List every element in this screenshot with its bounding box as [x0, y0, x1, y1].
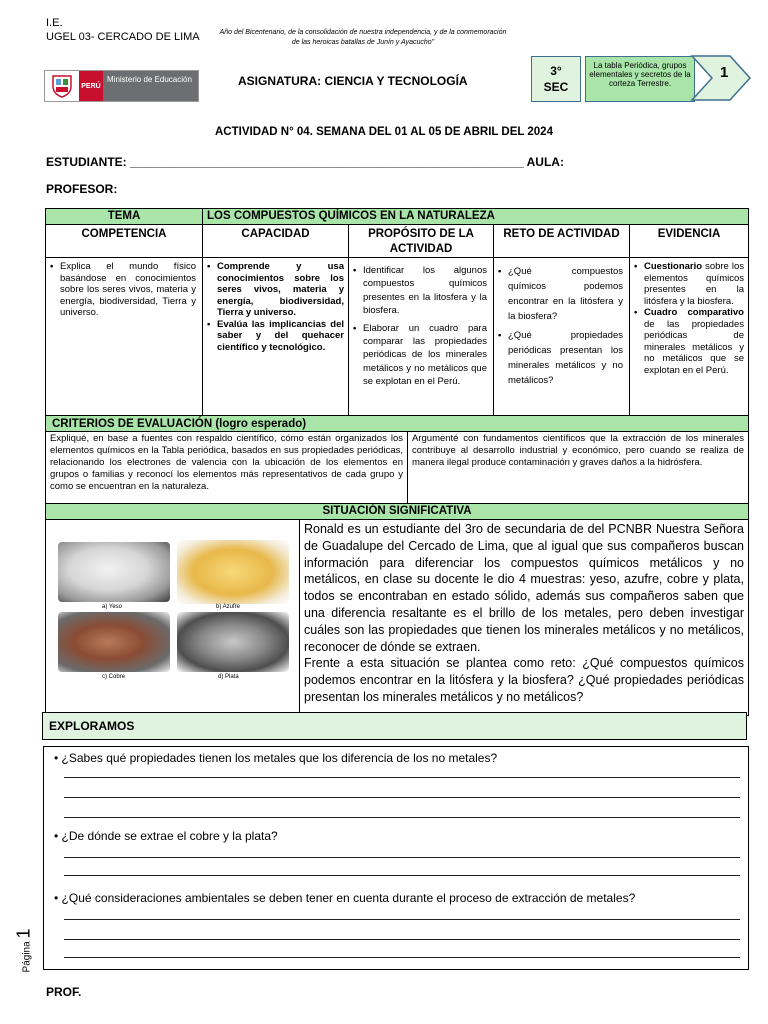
gypsum-image: [58, 542, 170, 602]
peru-label: PERÚ: [79, 71, 103, 101]
unit-topic-box: La tabla Periódica, grupos elementales y secretos de la corteza Terrestre.: [585, 56, 695, 102]
page-label: Página: [21, 941, 33, 973]
activity-table: [45, 208, 749, 716]
evidencia-1: • Cuestionario sobre los elementos químicos presentes en la litósfera y la biosfera.: [634, 261, 744, 307]
grade-number: 3°: [550, 64, 562, 78]
proposito-2: • Elaborar un cuadro para comparar las propiedades periódicas de los minerales metálicos y no metálicos que se explotan en el Perú.: [353, 322, 487, 389]
col-capacidad: CAPACIDAD: [203, 225, 349, 257]
question-3: • ¿Qué consideraciones ambientales se deben tener en cuenta durante el proceso de extracción de metales?: [54, 891, 636, 905]
header-row: [46, 225, 748, 258]
copper-image: [58, 612, 170, 672]
answer-line[interactable]: [64, 939, 740, 940]
col-competencia: COMPETENCIA: [46, 225, 203, 257]
criterio-1: Expliqué, en base a fuentes con respaldo científico, cómo están organizados los elementos químicos en la Tabla periódica, basados en sus propiedades periódicas, relacionando los electrones de valencia con la ubicación de los elementos en grupos o familias y reconocí los elementos más representativos de cada grupo y como se encuentran en la naturaleza.: [46, 432, 408, 503]
col-reto: RETO DE ACTIVIDAD: [494, 225, 630, 257]
tema-value: LOS COMPUESTOS QUÍMICOS EN LA NATURALEZA: [203, 209, 748, 224]
tema-label: TEMA: [46, 209, 203, 224]
ministry-logo: [44, 70, 199, 102]
criterios-content-row: [46, 432, 748, 504]
criterios-title: CRITERIOS DE EVALUACIÓN (logro esperado): [52, 418, 307, 430]
page-number: 1: [13, 928, 34, 939]
capacidad-1: • Comprende y usa conocimientos sobre los seres vivos, materia y energía, biodiversidad, Tierra y universo.: [207, 261, 344, 319]
criterios-row: [46, 416, 748, 432]
ie-label: I.E.: [46, 17, 63, 29]
activity-title: ACTIVIDAD N° 04. SEMANA DEL 01 AL 05 DE ABRIL DEL 2024: [215, 126, 553, 138]
situacion-content-row: [46, 520, 748, 715]
unit-number: 1: [720, 64, 729, 81]
situacion-text: [300, 520, 748, 715]
competencia-text: • Explica el mundo físico basándose en conocimientos sobre los seres vivos, materia y energía, biodiversidad, Tierra y universo.: [50, 261, 196, 319]
footer-prof: PROF.: [46, 985, 82, 999]
grade-box: [531, 56, 581, 102]
capacidad-2: • Evalúa las implicancias del saber y del quehacer científico y tecnológico.: [207, 319, 344, 354]
caption-cobre: c) Cobre: [102, 674, 126, 680]
ministry-label: Ministerio de Educación: [103, 71, 198, 101]
peru-shield-icon: [45, 71, 79, 101]
situacion-paragraph-1: Ronald es un estudiante del 3ro de secundaria de del PCNBR Nuestra Señora de Guadalupe del Cercado de Lima, que al igual que sus compañeros buscan información para diferenciar los compuestos químicos metálicos y no metálicos, en clase su docente le dio 4 muestras: yeso, azufre, cobre y plata, todos se encontraban en estado sólido, además sus compañeros saben que una diferencia resaltante es el brillo de los metales, pero deben investigar cuáles son las propiedades que tienen los minerales metálicos y no metálicos, reconocer de dónde se extraen.: [304, 522, 744, 654]
subject-title: ASIGNATURA: CIENCIA Y TECNOLOGÍA: [238, 74, 468, 88]
unit-chevron: [690, 52, 754, 109]
ugel-label: UGEL 03- CERCADO DE LIMA: [46, 31, 200, 43]
criterio-2: Argumenté con fundamentos científicos que la extracción de los minerales contribuye al desarrollo industrial y económico, pero cuando se realiza de manera ilegal produce contaminación y graves daños a la hidrósfera.: [412, 433, 744, 468]
exploramos-header: EXPLORAMOS: [42, 712, 747, 740]
mineral-photos: [46, 520, 300, 715]
situacion-title: SITUACIÓN SIGNIFICATIVA: [322, 505, 472, 517]
situacion-paragraph-2: Frente a esta situación se plantea como reto: ¿Qué compuestos químicos podemos encontrar en la litósfera y la biosfera? ¿Qué propiedades periódicas presentan los minerales metálicos y no metálicos?: [304, 656, 744, 704]
caption-plata: d) Plata: [218, 674, 239, 680]
col-proposito: PROPÓSITO DE LA ACTIVIDAD: [349, 225, 494, 257]
page-indicator: [13, 920, 36, 973]
content-row: [46, 258, 748, 416]
answer-line[interactable]: [64, 777, 740, 778]
answer-line[interactable]: [64, 817, 740, 818]
year-motto: Año del Bicentenario, de la consolidación de nuestra independencia, y de la conmemoración de las heroicas batallas de Junín y Ayacucho": [219, 29, 507, 46]
answer-line[interactable]: [64, 875, 740, 876]
student-line: ESTUDIANTE: ___________________________________________________________ AULA:: [46, 155, 564, 169]
school-header: [46, 16, 200, 44]
proposito-1: • Identificar los algunos compuestos químicos presentes en la litosfera y la biosfera.: [353, 264, 487, 318]
question-1: • ¿Sabes qué propiedades tienen los metales que los diferencia de los no metales?: [54, 751, 498, 765]
teacher-label: PROFESOR:: [46, 182, 118, 196]
answer-line[interactable]: [64, 957, 740, 958]
answer-line[interactable]: [64, 919, 740, 920]
question-2: • ¿De dónde se extrae el cobre y la plata?: [54, 829, 278, 843]
questions-box: [43, 746, 749, 970]
grade-level: SEC: [543, 80, 569, 94]
caption-yeso: a) Yeso: [102, 604, 123, 610]
caption-azufre: b) Azufre: [216, 604, 241, 610]
tema-row: [46, 209, 748, 225]
reto-2: • ¿Qué propiedades periódicas presentan los minerales metálicos y no metálicos?: [498, 328, 623, 388]
sulfur-image: [177, 540, 289, 604]
situacion-row: [46, 504, 748, 520]
reto-1: • ¿Qué compuestos químicos podemos encontrar en la litósfera y la biosfera?: [498, 264, 623, 324]
col-evidencia: EVIDENCIA: [657, 228, 721, 240]
answer-line[interactable]: [64, 797, 740, 798]
evidencia-2: • Cuadro comparativo de las propiedades periódicas de minerales metálicos y no metálicos que se explotan en el Perú.: [634, 307, 744, 376]
answer-line[interactable]: [64, 857, 740, 858]
silver-image: [177, 612, 289, 672]
